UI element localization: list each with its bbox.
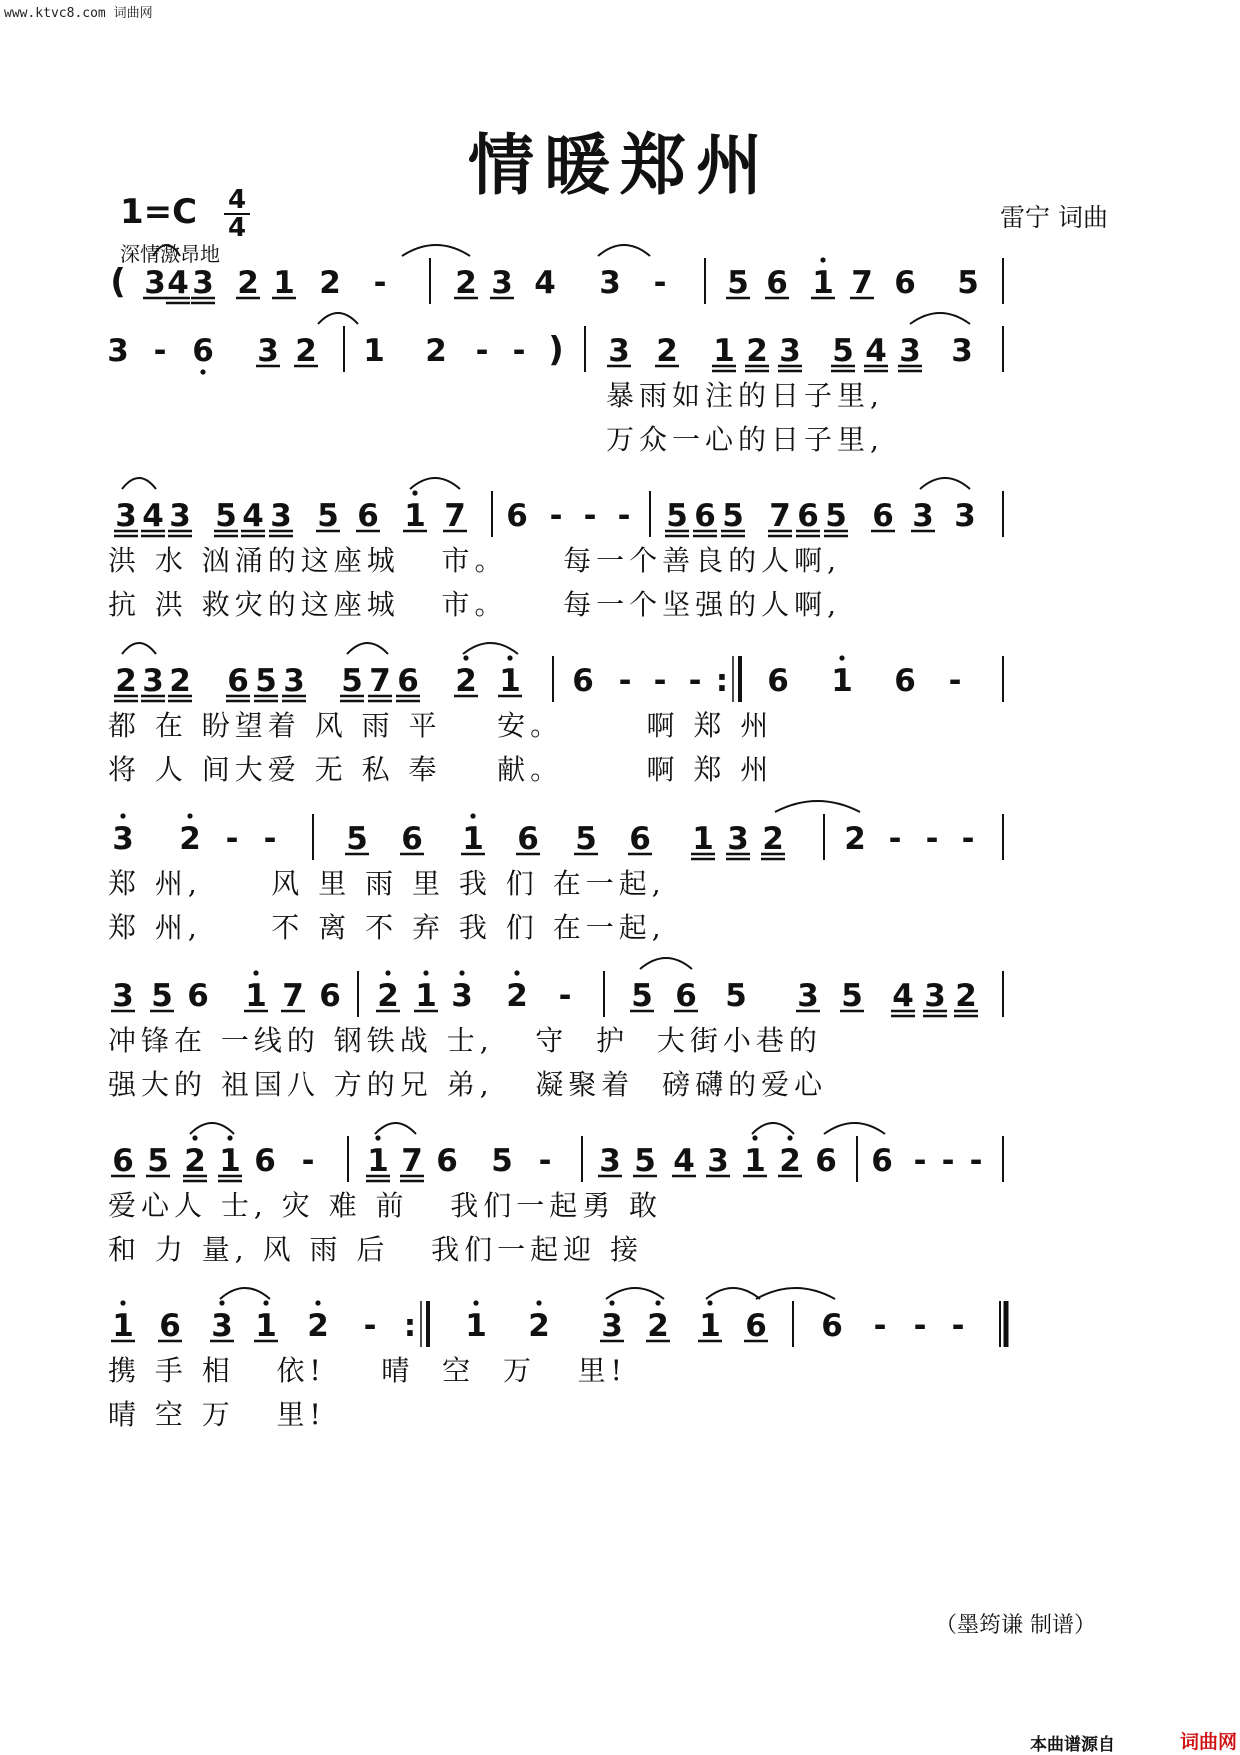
high-octave-dot	[219, 1300, 224, 1305]
slur-tie	[920, 478, 970, 489]
high-octave-dot	[412, 490, 417, 495]
dash-extension: -	[225, 821, 239, 857]
slur-tie	[122, 643, 156, 654]
note: 6	[872, 498, 894, 534]
note: 4	[865, 333, 887, 369]
note: 6	[629, 821, 651, 857]
note: 3	[779, 333, 801, 369]
note: 3	[112, 978, 134, 1014]
lyric-line: 将 人 间大爱 无 私 奉 献。 啊 郑 州	[108, 753, 774, 786]
note: 3	[951, 333, 973, 369]
note: 2	[656, 333, 678, 369]
song-title: 情暖郑州	[468, 126, 772, 204]
note: 5	[317, 498, 339, 534]
note: 2	[844, 821, 866, 857]
dash-extension: -	[653, 663, 667, 699]
note: 1	[367, 1143, 389, 1179]
slur-tie	[463, 643, 518, 654]
lyric-line: 携 手 相 依! 晴 空 万 里!	[108, 1354, 627, 1387]
note: 3	[142, 663, 164, 699]
high-octave-dot	[609, 1300, 614, 1305]
note: 6	[506, 498, 528, 534]
slur-tie	[752, 1123, 794, 1134]
note: 4	[534, 265, 556, 301]
note: 5	[957, 265, 979, 301]
note: 6	[517, 821, 539, 857]
high-octave-dot	[385, 970, 390, 975]
note: 2	[184, 1143, 206, 1179]
note: 2	[455, 265, 477, 301]
high-octave-dot	[470, 813, 475, 818]
lyric-line: 万众一心的日子里,	[606, 423, 884, 456]
note: 2	[779, 1143, 801, 1179]
note: 2	[762, 821, 784, 857]
note: 2	[237, 265, 259, 301]
dash-extension: -	[301, 1143, 315, 1179]
note: 5	[634, 1143, 656, 1179]
note: 6	[227, 663, 249, 699]
note: 2	[506, 978, 528, 1014]
note: 3	[112, 821, 134, 857]
note: 5	[722, 498, 744, 534]
high-octave-dot	[120, 813, 125, 818]
footer-source: 本曲谱源自	[1030, 1735, 1115, 1755]
slur-tie	[756, 1288, 835, 1299]
slur-tie	[706, 1288, 760, 1299]
note: 5	[346, 821, 368, 857]
dash-extension: -	[913, 1143, 927, 1179]
note: 6	[821, 1308, 843, 1344]
high-octave-dot	[820, 257, 825, 262]
repeat-dots: :	[715, 663, 729, 699]
slur-tie	[410, 478, 460, 489]
dash-extension: -	[617, 498, 631, 534]
high-octave-dot	[752, 1135, 757, 1140]
dash-extension: -	[688, 663, 702, 699]
note: 5	[491, 1143, 513, 1179]
note: 5	[832, 333, 854, 369]
note: 2	[425, 333, 447, 369]
note: 1	[219, 1143, 241, 1179]
note: 7	[369, 663, 391, 699]
note: 7	[769, 498, 791, 534]
meter-top: 4	[227, 185, 247, 215]
slur-tie	[606, 1288, 664, 1299]
note: 5	[725, 978, 747, 1014]
note: 1	[831, 663, 853, 699]
composer-credit: 雷宁 词曲	[1000, 203, 1108, 232]
slur-tie	[910, 313, 970, 324]
note: 3	[707, 1143, 729, 1179]
slur-tie	[824, 1123, 885, 1134]
note: 1	[499, 663, 521, 699]
note: 3	[797, 978, 819, 1014]
note: 1	[812, 265, 834, 301]
note: 1	[255, 1308, 277, 1344]
note: 3	[954, 498, 976, 534]
high-octave-dot	[227, 1135, 232, 1140]
bracket: )	[548, 330, 564, 370]
note: 3	[192, 265, 214, 301]
lyric-line: 冲锋在 一线的 钢铁战 士, 守 护 大街小巷的	[108, 1024, 822, 1057]
note: 1	[744, 1143, 766, 1179]
dash-extension: -	[925, 821, 939, 857]
note: 3	[257, 333, 279, 369]
note: 2	[955, 978, 977, 1014]
dash-extension: -	[583, 498, 597, 534]
lyric-line: 抗 洪 救灾的这座城 市。 每一个坚强的人啊,	[108, 588, 842, 621]
note: 1	[415, 978, 437, 1014]
dash-extension: -	[888, 821, 902, 857]
site-logo[interactable]: 词曲网	[1180, 1731, 1238, 1753]
high-octave-dot	[375, 1135, 380, 1140]
note: 4	[142, 498, 164, 534]
repeat-dots: :	[403, 1308, 417, 1344]
note: 5	[631, 978, 653, 1014]
high-octave-dot	[423, 970, 428, 975]
dash-extension: -	[558, 978, 572, 1014]
note: 6	[767, 663, 789, 699]
note: 3	[599, 1143, 621, 1179]
note: 2	[746, 333, 768, 369]
dash-extension: -	[538, 1143, 552, 1179]
slur-tie	[375, 1123, 416, 1134]
note: 5	[341, 663, 363, 699]
lyric-line: 强大的 祖国八 方的兄 弟, 凝聚着 磅礴的爱心	[108, 1068, 828, 1101]
lyric-line: 晴 空 万 里!	[108, 1398, 326, 1431]
note: 6	[357, 498, 379, 534]
note: 5	[151, 978, 173, 1014]
lyric-line: 洪 水 汹涌的这座城 市。 每一个善良的人啊,	[108, 544, 842, 577]
slur-tie	[775, 801, 860, 812]
dash-extension: -	[263, 821, 277, 857]
lyric-line: 暴雨如注的日子里,	[606, 379, 884, 412]
meter-bottom: 4	[227, 213, 247, 243]
note: 5	[825, 498, 847, 534]
note: 3	[451, 978, 473, 1014]
note: 6	[894, 265, 916, 301]
note: 5	[575, 821, 597, 857]
note: 2	[169, 663, 191, 699]
note: 5	[255, 663, 277, 699]
dash-extension: -	[363, 1308, 377, 1344]
note: 6	[694, 498, 716, 534]
note: 4	[242, 498, 264, 534]
note: 5	[841, 978, 863, 1014]
lyric-line: 爱心人 士, 灾 难 前 我们一起勇 敢	[108, 1189, 663, 1222]
high-octave-dot	[507, 655, 512, 660]
note: 5	[215, 498, 237, 534]
high-octave-dot	[187, 813, 192, 818]
dash-extension: -	[653, 265, 667, 301]
note: 3	[599, 265, 621, 301]
note: 3	[107, 333, 129, 369]
note: 6	[319, 978, 341, 1014]
note: 6	[871, 1143, 893, 1179]
dash-extension: -	[941, 1143, 955, 1179]
note: 6	[675, 978, 697, 1014]
slur-tie	[402, 245, 470, 256]
slur-tie	[153, 245, 180, 256]
note: 6	[572, 663, 594, 699]
note: 6	[894, 663, 916, 699]
slur-tie	[640, 958, 692, 969]
dash-extension: -	[618, 663, 632, 699]
note: 6	[436, 1143, 458, 1179]
note: 3	[727, 821, 749, 857]
note: 3	[144, 265, 166, 301]
dash-extension: -	[475, 333, 489, 369]
note: 3	[608, 333, 630, 369]
high-octave-dot	[514, 970, 519, 975]
note: 7	[444, 498, 466, 534]
slur-tie	[122, 478, 156, 489]
dash-extension: -	[373, 265, 387, 301]
high-octave-dot	[655, 1300, 660, 1305]
note: 7	[851, 265, 873, 301]
note: 4	[673, 1143, 695, 1179]
low-octave-dot	[200, 369, 205, 374]
high-octave-dot	[263, 1300, 268, 1305]
high-octave-dot	[473, 1300, 478, 1305]
note: 2	[455, 663, 477, 699]
dash-extension: -	[948, 663, 962, 699]
note: 4	[892, 978, 914, 1014]
note: 2	[377, 978, 399, 1014]
note: 1	[245, 978, 267, 1014]
slur-tie	[220, 1288, 270, 1299]
note: 6	[187, 978, 209, 1014]
note: 1	[273, 265, 295, 301]
dash-extension: -	[969, 1143, 983, 1179]
note: 3	[924, 978, 946, 1014]
key-signature: 1=C	[120, 192, 198, 232]
note: 2	[528, 1308, 550, 1344]
slur-tie	[598, 245, 650, 256]
note: 6	[815, 1143, 837, 1179]
note: 1	[462, 821, 484, 857]
high-octave-dot	[192, 1135, 197, 1140]
note: 1	[713, 333, 735, 369]
note: 6	[159, 1308, 181, 1344]
note: 1	[363, 333, 385, 369]
dash-extension: -	[512, 333, 526, 369]
note: 1	[699, 1308, 721, 1344]
lyric-line: 都 在 盼望着 风 雨 平 安。 啊 郑 州	[108, 709, 774, 742]
site-url[interactable]: www.ktvc8.com 词曲网	[4, 6, 153, 21]
note: 3	[601, 1308, 623, 1344]
note: 3	[283, 663, 305, 699]
note: 2	[647, 1308, 669, 1344]
note: 6	[192, 333, 214, 369]
note: 2	[179, 821, 201, 857]
slur-tie	[190, 1123, 234, 1134]
slur-tie	[347, 643, 388, 654]
note: 2	[319, 265, 341, 301]
lyric-line: 郑 州, 不 离 不 弃 我 们 在一起,	[108, 911, 666, 944]
note: 2	[115, 663, 137, 699]
high-octave-dot	[459, 970, 464, 975]
note: 1	[692, 821, 714, 857]
note: 6	[401, 821, 423, 857]
high-octave-dot	[120, 1300, 125, 1305]
note: 1	[404, 498, 426, 534]
note: 3	[491, 265, 513, 301]
note: 3	[270, 498, 292, 534]
high-octave-dot	[707, 1300, 712, 1305]
note: 2	[307, 1308, 329, 1344]
note: 5	[666, 498, 688, 534]
high-octave-dot	[253, 970, 258, 975]
transcriber-credit: （墨筠谦 制谱）	[935, 1613, 1096, 1638]
dash-extension: -	[913, 1308, 927, 1344]
bracket: (	[110, 262, 126, 302]
note: 5	[727, 265, 749, 301]
dash-extension: -	[961, 821, 975, 857]
high-octave-dot	[536, 1300, 541, 1305]
note: 6	[397, 663, 419, 699]
slur-tie	[318, 313, 358, 324]
tempo-marking: 深情激昂地	[120, 242, 220, 266]
lyric-line: 郑 州, 风 里 雨 里 我 们 在一起,	[108, 867, 666, 900]
note: 6	[797, 498, 819, 534]
note: 3	[211, 1308, 233, 1344]
note: 3	[169, 498, 191, 534]
note: 1	[112, 1308, 134, 1344]
note: 3	[912, 498, 934, 534]
note: 1	[465, 1308, 487, 1344]
high-octave-dot	[787, 1135, 792, 1140]
note: 6	[745, 1308, 767, 1344]
dash-extension: -	[153, 333, 167, 369]
note: 7	[401, 1143, 423, 1179]
note: 3	[115, 498, 137, 534]
high-octave-dot	[315, 1300, 320, 1305]
note: 6	[112, 1143, 134, 1179]
note: 6	[254, 1143, 276, 1179]
note: 3	[899, 333, 921, 369]
note: 7	[282, 978, 304, 1014]
dash-extension: -	[873, 1308, 887, 1344]
note: 2	[295, 333, 317, 369]
note: 5	[147, 1143, 169, 1179]
high-octave-dot	[839, 655, 844, 660]
dash-extension: -	[549, 498, 563, 534]
note: 4	[167, 265, 189, 301]
high-octave-dot	[463, 655, 468, 660]
note: 6	[766, 265, 788, 301]
dash-extension: -	[951, 1308, 965, 1344]
lyric-line: 和 力 量, 风 雨 后 我们一起迎 接	[108, 1233, 644, 1266]
